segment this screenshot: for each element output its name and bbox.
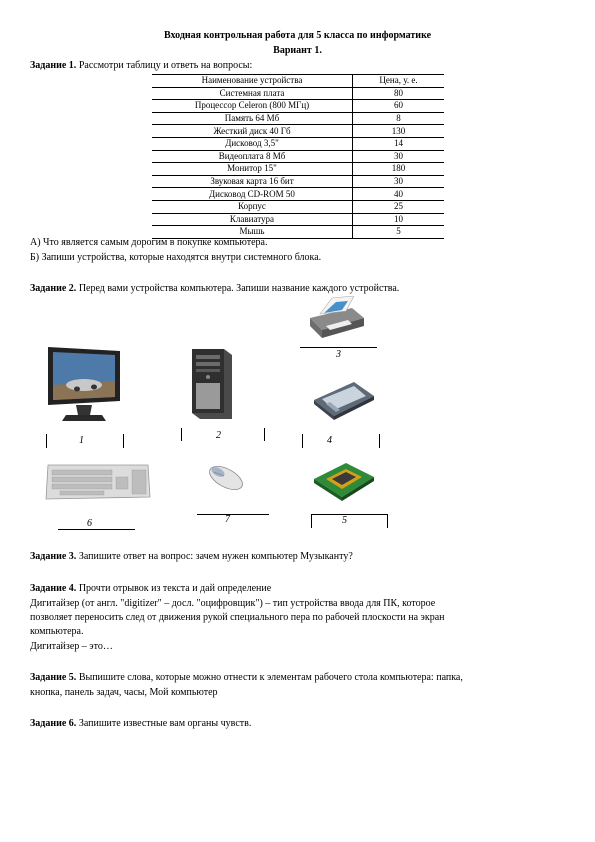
- task4-label: Задание 4.: [30, 583, 77, 594]
- price-cell: 130: [353, 125, 445, 138]
- device-number-4: 4: [327, 435, 332, 446]
- device-name-cell: Дисковод 3,5": [152, 137, 353, 150]
- table-row: [152, 112, 444, 125]
- question-b: Б) Запиши устройства, которые находятся внутри системного блока.: [30, 252, 322, 263]
- task3-heading: [30, 550, 353, 563]
- task4-line2: позволяет переносить след от движения рукой специального пера по рабочей плоскости на экран: [30, 612, 445, 623]
- answer-line-2-left: [181, 428, 182, 441]
- answer-line-4-right: [379, 434, 380, 448]
- task4-heading: [30, 582, 271, 595]
- task4-line1: Дигитайзер (от англ. "digitizer" – досл. "оцифровщик") – тип устройства ввода для ПК, которое: [30, 598, 436, 609]
- task5-line2: кнопка, панель задач, часы, Мой компьютер: [30, 687, 218, 698]
- answer-line-7: [197, 514, 269, 515]
- task6-text: Запишите известные вам органы чувств.: [76, 718, 252, 729]
- price-cell: Цена, у. е.: [353, 75, 445, 88]
- devices-price-table: [152, 74, 444, 239]
- processor-image: [312, 459, 376, 503]
- device-number-1: 1: [79, 435, 84, 446]
- table-row: [152, 175, 444, 188]
- variant-title: Вариант 1.: [273, 45, 322, 56]
- device-name-cell: Наименование устройства: [152, 75, 353, 88]
- task2-heading: [30, 282, 399, 295]
- device-name-cell: Процессор Celeron (800 МГц): [152, 100, 353, 113]
- device-name-cell: Жесткий диск 40 Гб: [152, 125, 353, 138]
- keyboard-image: [44, 461, 152, 503]
- system-unit-image: [186, 347, 236, 421]
- price-cell: 14: [353, 137, 445, 150]
- task1-heading: [30, 59, 252, 72]
- price-cell: 60: [353, 100, 445, 113]
- task6-heading: [30, 717, 251, 730]
- printer-image: [302, 296, 368, 338]
- answer-line-5-left: [311, 514, 312, 528]
- table-row: [152, 200, 444, 213]
- task4-text: Прочти отрывок из текста и дай определение: [76, 583, 272, 594]
- device-number-7: 7: [225, 514, 230, 525]
- scanner-image: [310, 378, 376, 420]
- answer-line-6: [58, 529, 135, 530]
- answer-line-1-left: [46, 434, 47, 448]
- task2-label: Задание 2.: [30, 283, 77, 294]
- device-name-cell: Системная плата: [152, 87, 353, 100]
- device-name-cell: Видеоплата 8 Мб: [152, 150, 353, 163]
- table-row: [152, 137, 444, 150]
- mouse-image: [204, 462, 246, 492]
- task2-text: Перед вами устройства компьютера. Запиши название каждого устройства.: [76, 283, 400, 294]
- task3-text: Запишите ответ на вопрос: зачем нужен компьютер Музыканту?: [76, 551, 353, 562]
- task5-text: Выпишите слова, которые можно отнести к элементам рабочего стола компьютера: папка,: [76, 672, 463, 683]
- table-row: [152, 100, 444, 113]
- task5-heading: [30, 671, 463, 684]
- device-number-5: 5: [342, 515, 347, 526]
- device-number-3: 3: [336, 349, 341, 360]
- task4-line3: компьютера.: [30, 626, 84, 637]
- task4-line4: Дигитайзер – это…: [30, 641, 113, 652]
- table-row: [152, 87, 444, 100]
- price-cell: 30: [353, 150, 445, 163]
- task5-label: Задание 5.: [30, 672, 77, 683]
- table-header-row: [152, 75, 444, 88]
- device-number-2: 2: [216, 430, 221, 441]
- price-cell: 80: [353, 87, 445, 100]
- device-name-cell: Дисковод CD-ROM 50: [152, 188, 353, 201]
- answer-line-1-right: [123, 434, 124, 448]
- device-number-6: 6: [87, 518, 92, 529]
- task1-label: Задание 1.: [30, 60, 77, 71]
- task1-text: Рассмотри таблицу и ответь на вопросы:: [76, 60, 253, 71]
- price-cell: 180: [353, 163, 445, 176]
- answer-line-3: [300, 347, 377, 348]
- price-cell: 40: [353, 188, 445, 201]
- device-name-cell: Звуковая карта 16 бит: [152, 175, 353, 188]
- table-row: [152, 163, 444, 176]
- answer-line-5-right: [387, 514, 388, 528]
- answer-line-5: [311, 514, 388, 515]
- price-cell: 8: [353, 112, 445, 125]
- device-name-cell: Мышь: [152, 226, 353, 239]
- table-row: [152, 125, 444, 138]
- answer-line-4-left: [302, 434, 303, 448]
- question-a: А) Что является самым дорогим в покупке компьютера.: [30, 237, 268, 248]
- page-title: Входная контрольная работа для 5 класса по информатике: [163, 30, 432, 41]
- price-cell: 25: [353, 200, 445, 213]
- table-row: [152, 150, 444, 163]
- table-row: [152, 188, 444, 201]
- price-cell: 30: [353, 175, 445, 188]
- monitor-image: [44, 345, 124, 423]
- table-row: [152, 213, 444, 226]
- device-name-cell: Память 64 Мб: [152, 112, 353, 125]
- device-name-cell: Клавиатура: [152, 213, 353, 226]
- device-name-cell: Монитор 15": [152, 163, 353, 176]
- price-cell: 5: [353, 226, 445, 239]
- price-cell: 10: [353, 213, 445, 226]
- task6-label: Задание 6.: [30, 718, 77, 729]
- answer-line-2-right: [264, 428, 265, 441]
- device-name-cell: Корпус: [152, 200, 353, 213]
- task3-label: Задание 3.: [30, 551, 77, 562]
